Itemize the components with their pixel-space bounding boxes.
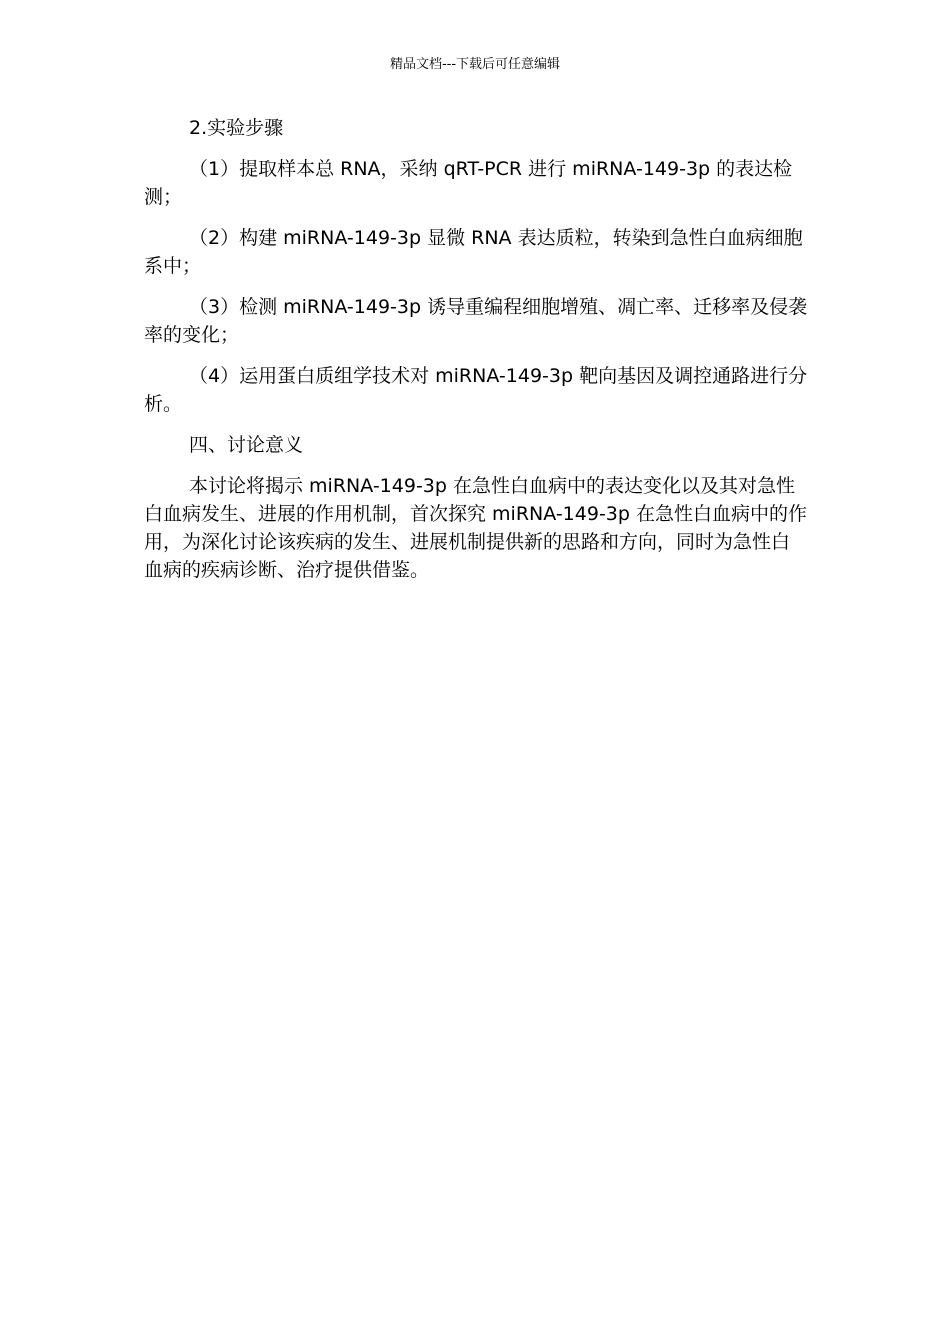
- step-item-3: （3）检测 miRNA-149-3p 诱导重编程细胞增殖、凋亡率、迁移率及侵袭率的变化；: [144, 296, 808, 346]
- step-item-4: （4）运用蛋白质组学技术对 miRNA-149-3p 靶向基因及调控通路进行分析。: [144, 365, 808, 415]
- significance-paragraph: 本讨论将揭示 miRNA-149-3p 在急性白血病中的表达变化以及其对急性白血病发生、进展的作用机制，首次探究 miRNA-149-3p 在急性白血病中的作用，为深化讨论该疾病的发生、进展机制提供新的思路和方向，同时为急性白血病的疾病诊断、治疗提供借鉴。: [144, 475, 807, 581]
- section-heading-significance: 四、讨论意义: [189, 434, 304, 456]
- section-heading-experimental-steps: 2.实验步骤: [189, 117, 284, 139]
- step-item-2: （2）构建 miRNA-149-3p 显微 RNA 表达质粒，转染到急性白血病细胞系中；: [144, 227, 803, 277]
- page-header: 精品文档---下载后可任意编辑: [389, 57, 561, 72]
- step-item-1: （1）提取样本总 RNA，采纳 qRT-PCR 进行 miRNA-149-3p 的表达检测；: [144, 158, 793, 208]
- document-body: [144, 114, 808, 584]
